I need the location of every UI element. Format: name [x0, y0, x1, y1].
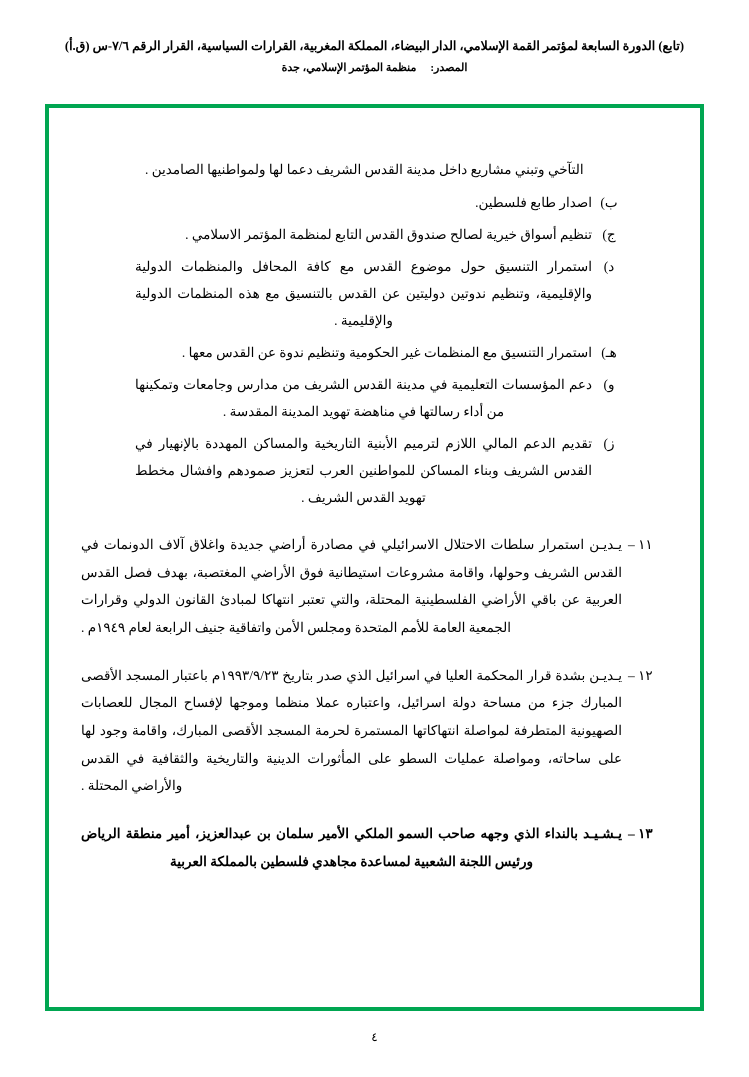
source-label: المصدر:	[430, 61, 468, 74]
list-item	[75, 221, 674, 248]
list-item-marker: هـ)	[601, 345, 617, 360]
list-item	[75, 339, 674, 366]
page-number: ٤	[371, 1030, 378, 1044]
page-header	[0, 38, 749, 74]
document-body	[75, 156, 674, 875]
list-item-text: استمرار التنسيق مع المنظمات غير الحكومية وتنظيم ندوة عن القدس معها .	[181, 345, 592, 360]
header-source	[0, 61, 749, 74]
numbered-item-text: يـديـن بشدة قرار المحكمة العليا في اسرائيل الذي صدر بتاريخ ١٩٩٣/٩/٢٣م باعتبار المسجد الأقصى المبارك جزء من مساحة دولة اسرائيل، واعتباره عملا منظما وموجها لإفساح المجال للعصابات الصهيونية المتطرفة لمواصلة انتهاكاتها المستمرة لحرمة المسجد الأقصى المبارك، واقامة وجود لها على ساحاته، ومواصلة عمليات السطو على المأثورات الدينية والتاريخية والثقافية في القدس والأراضي المحتلة .	[81, 667, 622, 794]
list-item-text: تقديم الدعم المالي اللازم لترميم الأبنية التاريخية والمساكن المهددة بالإنهيار في القدس الشريف وبناء المساكن للمواطنين العرب لتعزيز صمودهم وافشال مخطط تهويد القدس الشريف .	[135, 436, 592, 505]
list-item	[75, 253, 674, 334]
list-item-marker: ج)	[602, 227, 616, 242]
list-item-text: استمرار التنسيق حول موضوع القدس مع كافة المحافل والمنظمات الدولية والإقليمية، وتنظيم ندوتين دوليتين عن القدس بالتنسيق مع هذه المنظمات الدولية والإقليمية .	[135, 259, 592, 328]
green-border-frame	[45, 104, 704, 1011]
list-item	[75, 430, 674, 511]
numbered-item-text: يـشـيـد بالنداء الذي وجهه صاحب السمو الملكي الأمير سلمان بن عبدالعزيز، أمير منطقة الرياض ورئيس اللجنة الشعبية لمساعدة مجاهدي فلسطين بالمملكة العربية	[81, 826, 622, 869]
numbered-item	[75, 662, 674, 800]
numbered-item-number: ١٣ –	[628, 826, 653, 842]
numbered-item-number: ١٢ –	[628, 667, 653, 683]
numbered-item-text: يـديـن استمرار سلطات الاحتلال الاسرائيلي في مصادرة أراضي جديدة واغلاق آلاف الدونمات في القدس الشريف وحولها، واقامة مشروعات استيطانية فوق الأراضي المغتصبة، بهدف فصل القدس العربية عن باقي الأراضي الفلسطينية المحتلة، والتي تعتبر انتهاكا لمبادئ القانون الدولي وقرارات الجمعية العامة للأمم المتحدة ومجلس الأمن واتفاقية جنيف الرابعة لعام ١٩٤٩م .	[81, 537, 622, 636]
header-title: (تابع) الدورة السابعة لمؤتمر القمة الإسلامي، الدار البيضاء، المملكة المغربية، القرارات السياسية، القرار الرقم ٧/٦-س (ق.أ)	[64, 39, 685, 53]
page-footer	[0, 1030, 749, 1045]
intro-paragraph: التآخي وتبني مشاريع داخل مدينة القدس الشريف دعما لها ولمواطنيها الصامدين .	[145, 162, 584, 177]
list-item-marker: د)	[603, 259, 615, 274]
numbered-item	[75, 820, 674, 875]
list-item-marker: و)	[603, 377, 615, 392]
numbered-item-number: ١١ –	[628, 537, 653, 552]
list-item-text: اصدار طابع فلسطين.	[475, 195, 592, 210]
list-item	[75, 371, 674, 425]
list-item-text: دعم المؤسسات التعليمية في مدينة القدس الشريف من مدارس وجامعات وتمكينها من أداء رسالتها في مناهضة تهويد المدينة المقدسة .	[135, 377, 592, 419]
list-item	[75, 189, 674, 216]
list-item-marker: ز)	[603, 436, 615, 451]
numbered-item	[75, 531, 674, 642]
list-item-text: تنظيم أسواق خيرية لصالح صندوق القدس التابع لمنظمة المؤتمر الاسلامي .	[185, 227, 592, 242]
list-item-marker: ب)	[600, 195, 618, 210]
source-value: منظمة المؤتمر الإسلامي، جدة	[281, 61, 417, 74]
